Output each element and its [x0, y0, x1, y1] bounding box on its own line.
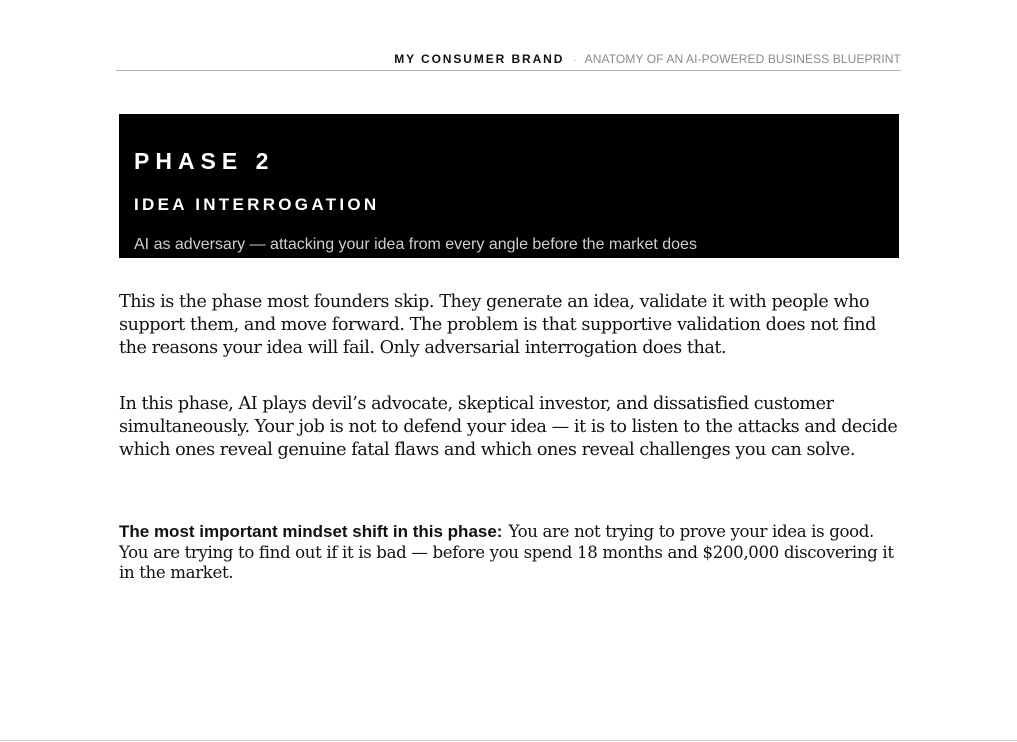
document-title: ANATOMY OF AN AI-POWERED BUSINESS BLUEPRINT: [584, 52, 901, 66]
body-paragraph-2: In this phase, AI plays devil’s advocate, skeptical investor, and dissatisfied customer simultaneously. Your job is not to defend your idea — it is to listen to the attacks and decide which ones reveal genuine fatal flaws and which ones reveal challenges you can solve.: [119, 394, 898, 460]
mindset-callout: [119, 522, 904, 584]
phase-banner: [119, 114, 899, 258]
header-separator: ·: [573, 55, 577, 66]
phase-subtitle: AI as adversary — attacking your idea from every angle before the market does: [134, 236, 697, 253]
callout-text: You are not trying to prove your idea is good. You are trying to find out if it is bad — before you spend 18 months and $200,000 discovering it in the market.: [119, 522, 894, 582]
phase-number: PHASE 2: [134, 148, 275, 174]
callout-lead: The most important mindset shift in this phase:: [119, 522, 503, 541]
running-header: [116, 50, 901, 71]
body-paragraph-1: This is the phase most founders skip. They generate an idea, validate it with people who support them, and move forward. The problem is that supportive validation does not find the reasons your idea will fail. Only adversarial interrogation does that.: [119, 292, 876, 358]
phase-title: IDEA INTERROGATION: [134, 195, 380, 214]
brand-name: MY CONSUMER BRAND: [394, 52, 565, 66]
